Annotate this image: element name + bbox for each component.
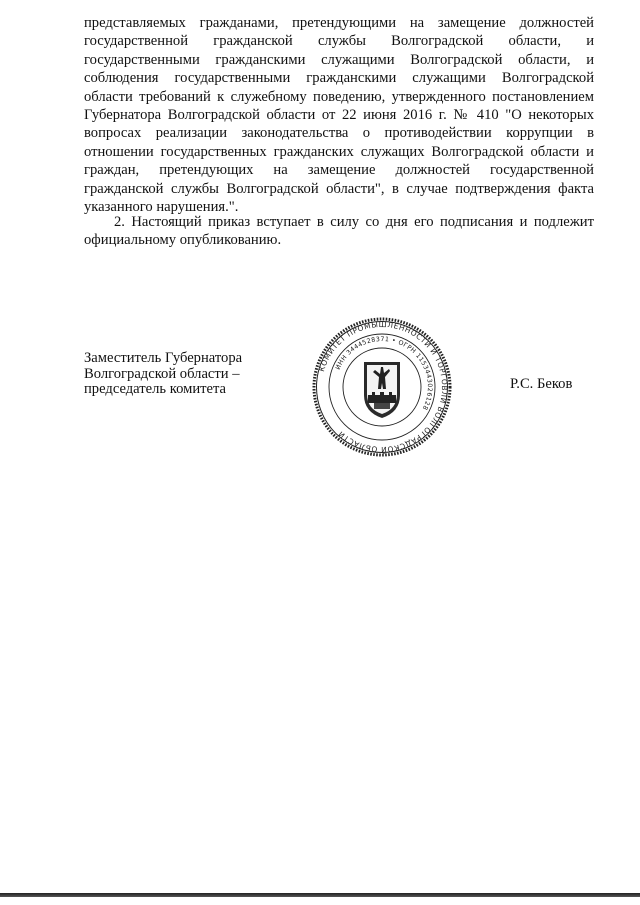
seal-graphic: [312, 317, 452, 457]
seal-inner-text: ИНН 3444528371 • ОГРН 1153443026128: [334, 335, 434, 412]
paragraph-continuation: представляемых гражданами, претендующими на замещение должностей государственной гражданской службы Волгоградской области, и государственными гражданскими служащими Волгоградской области, и соблюдения государственными гражданскими служащими Волгоградской области требований к служебному поведению, утвержденного постановлением Губернатора Волгоградской области от 22 июня 2016 г. № 410 "О некоторых вопросах реализации законодательства о противодействии коррупции в отношении государственных гражданских служащих Волгоградской области и граждан, претендующих на замещение должностей государственной гражданской службы Волгоградской области", в случае подтверждения факта указанного нарушения.".: [84, 15, 594, 216]
official-seal-stamp: [312, 317, 452, 457]
seal-outer-text: КОМИТЕТ ПРОМЫШЛЕННОСТИ И ТОРГОВЛИ ВОЛГОГРАДСКОЙ ОБЛАСТИ: [317, 319, 450, 455]
signatory-title-line-3: председатель комитета: [84, 381, 227, 398]
signatory-name: Р.С. Беков: [510, 376, 573, 392]
page-bottom-edge: [0, 893, 640, 897]
signatory-title-line-2: Волгоградской области –: [84, 365, 240, 382]
signatory-title-line-1: Заместитель Губернатора: [84, 350, 243, 366]
paragraph-effective-date: 2. Настоящий приказ вступает в силу со дня его подписания и подлежит официальному опубликованию.: [84, 214, 594, 249]
coat-of-arms-emblem: [364, 362, 400, 418]
signatory-title: [84, 351, 242, 398]
